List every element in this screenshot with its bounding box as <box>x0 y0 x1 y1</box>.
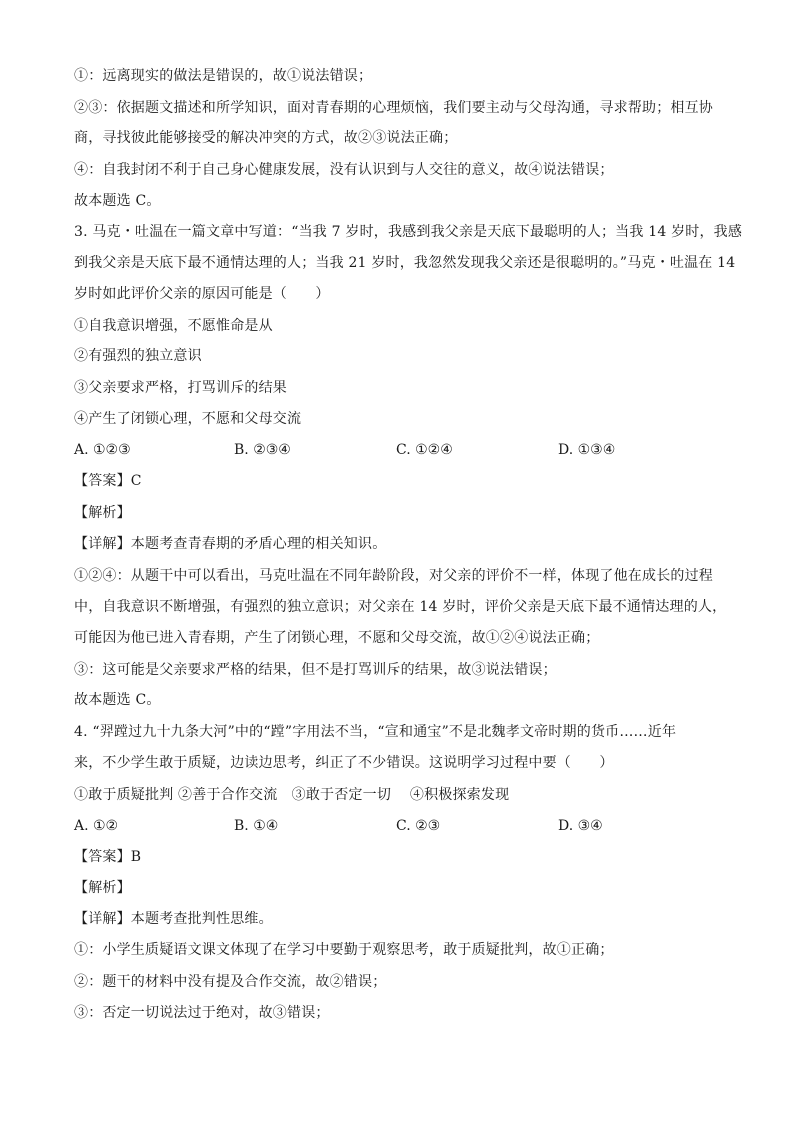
option-b: B. ②③④ <box>234 442 291 458</box>
option-d: D. ③④ <box>558 818 603 834</box>
option-a: A. ①②③ <box>74 442 131 458</box>
option-c: C. ①②④ <box>396 442 453 458</box>
paragraph-line: ①：小学生质疑语文课文体现了在学习中要勤于观察思考，敢于质疑批判，故①正确； <box>74 942 614 958</box>
paragraph-line: ①：远离现实的做法是错误的，故①说法错误； <box>74 68 373 84</box>
option-b: B. ①④ <box>234 818 279 834</box>
detail-line: 【详解】本题考查青春期的矛盾心理的相关知识。 <box>74 536 387 552</box>
paragraph-line: 故本题选 C。 <box>74 193 161 209</box>
paragraph-line: ③：这可能是父亲要求严格的结果，但不是打骂训斥的结果，故③说法错误； <box>74 662 557 678</box>
question-3-stem: 到我父亲是天底下最不通情达理的人；当我 21 岁时，我忽然发现我父亲还是很聪明的。”马克・吐温在 14 <box>74 255 736 271</box>
paragraph-line: 商，寻找彼此能够接受的解决冲突的方式，故②③说法正确； <box>74 130 458 146</box>
paragraph-line: ②：题干的材料中没有提及合作交流，故②错误； <box>74 974 387 990</box>
paragraph-line: ②③：依据题文描述和所学知识，面对青春期的心理烦恼，我们要主动与父母沟通，寻求帮助；相互协 <box>74 100 713 116</box>
question-4-stem: 4. “羿蹚过九十九条大河”中的“蹚”字用法不当，“宣和通宝”不是北魏孝文帝时期的货币……近年 <box>74 724 677 740</box>
paragraph-line: 故本题选 C。 <box>74 692 161 708</box>
question-3-item: ②有强烈的独立意识 <box>74 348 202 364</box>
paragraph-line: 可能因为他已进入青春期，产生了闭锁心理，不愿和父母交流，故①②④说法正确； <box>74 630 600 646</box>
paragraph-line: ③：否定一切说法过于绝对，故③错误； <box>74 1005 330 1021</box>
question-3-item: ③父亲要求严格，打骂训斥的结果 <box>74 380 287 396</box>
question-4-options <box>74 816 724 836</box>
detail-line: 【详解】本题考查批判性思维。 <box>74 911 273 927</box>
question-3-options <box>74 440 724 460</box>
question-3-item: ①自我意识增强，不愿惟命是从 <box>74 318 273 334</box>
answer-label: 【答案】B <box>74 849 142 865</box>
question-4-stem: 来，不少学生敢于质疑，边读边思考，纠正了不少错误。这说明学习过程中要（ ） <box>74 755 614 771</box>
paragraph-line: 中，自我意识不断增强，有强烈的独立意识；对父亲在 14 岁时，评价父亲是天底下最不通情达理的人， <box>74 599 727 615</box>
analysis-label: 【解析】 <box>74 880 131 896</box>
question-3-item: ④产生了闭锁心理，不愿和父母交流 <box>74 411 302 427</box>
question-3-stem: 岁时如此评价父亲的原因可能是（ ） <box>74 286 330 302</box>
question-3-stem: 3. 马克・吐温在一篇文章中写道：“当我 7 岁时，我感到我父亲是天底下最聪明的人；当我 14 岁时，我感 <box>74 224 743 240</box>
option-a: A. ①② <box>74 818 119 834</box>
option-d: D. ①③④ <box>558 442 616 458</box>
paragraph-line: ①②④：从题干中可以看出，马克吐温在不同年龄阶段，对父亲的评价不一样，体现了他在成长的过程 <box>74 568 713 584</box>
answer-label: 【答案】C <box>74 473 142 489</box>
paragraph-line: ④：自我封闭不利于自己身心健康发展，没有认识到与人交往的意义，故④说法错误； <box>74 162 614 178</box>
option-c: C. ②③ <box>396 818 441 834</box>
analysis-label: 【解析】 <box>74 505 131 521</box>
question-4-items: ①敢于质疑批判 ②善于合作交流 ③敢于否定一切 ④积极探索发现 <box>74 787 510 803</box>
